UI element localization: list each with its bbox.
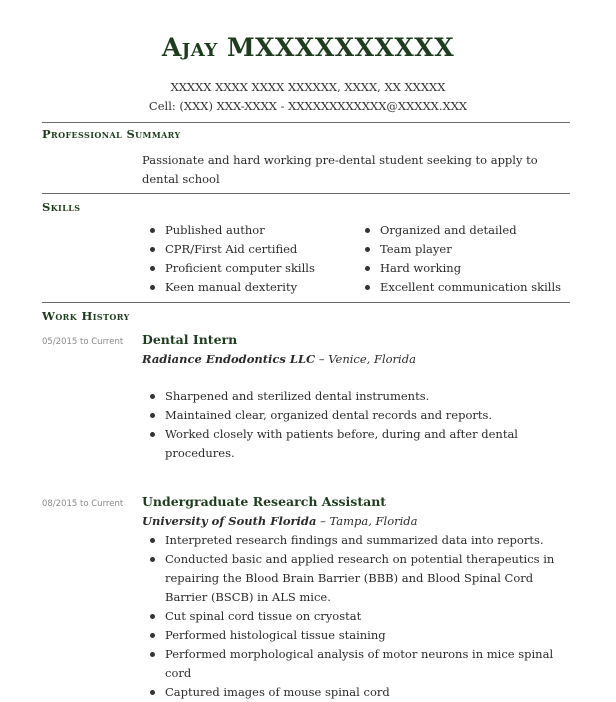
employer-location: – Venice, Florida <box>315 352 416 366</box>
skill-item: CPR/First Aid certified <box>143 240 353 259</box>
summary-text: Passionate and hard working pre-dental student seeking to apply to dental school <box>142 153 538 186</box>
skill-item: Published author <box>143 221 353 240</box>
section-divider <box>42 193 570 194</box>
skill-item: Hard working <box>358 259 570 278</box>
skills-right-list <box>358 221 570 297</box>
job-bullet: Interpreted research findings and summarized data into reports. <box>143 531 563 550</box>
skills-left-list <box>143 221 353 297</box>
job-bullet: Performed histological tissue staining <box>143 626 563 645</box>
job-employer-line <box>142 352 416 366</box>
section-divider <box>42 122 570 123</box>
skills-section-title: Skills <box>42 200 81 214</box>
job-bullet: Conducted basic and applied research on potential therapeutics in repairing the Blood Brain Barrier (BBB) and Blood Spinal Cord Barrier (BSCB) in ALS mice. <box>143 550 563 607</box>
job-dates: 05/2015 to Current <box>42 337 124 347</box>
job-bullets <box>143 531 563 702</box>
job-employer-line <box>142 514 418 528</box>
first-name: Ajay <box>161 33 218 62</box>
section-divider <box>42 302 570 303</box>
address: XXXXX XXXX XXXX XXXXXX, XXXX, XX XXXXX <box>170 80 446 94</box>
job-bullet: Maintained clear, organized dental records and reports. <box>143 406 543 425</box>
job-title: Undergraduate Research Assistant <box>142 494 387 509</box>
skill-item: Organized and detailed <box>358 221 570 240</box>
contact-line: Cell: (XXX) XXX-XXXX - XXXXXXXXXXXX@XXXXX.XXX <box>148 99 468 113</box>
employer-name: Radiance Endodontics LLC <box>142 352 316 366</box>
skill-item: Keen manual dexterity <box>143 278 353 297</box>
job-dates: 08/2015 to Current <box>42 499 124 509</box>
job-bullet: Sharpened and sterilized dental instruments. <box>143 387 543 406</box>
job-bullet: Captured images of mouse spinal cord <box>143 683 563 702</box>
skill-item: Excellent communication skills <box>358 278 570 297</box>
job-bullet: Worked closely with patients before, during and after dental procedures. <box>143 425 543 463</box>
last-name: MXXXXXXXXXX <box>226 33 455 62</box>
summary-section-title: Professional Summary <box>42 127 181 141</box>
job-bullet: Performed morphological analysis of motor neurons in mice spinal cord <box>143 645 563 683</box>
employer-name: University of South Florida <box>142 514 317 528</box>
job-title: Dental Intern <box>142 332 238 347</box>
employer-location: – Tampa, Florida <box>316 514 418 528</box>
skill-item: Proficient computer skills <box>143 259 353 278</box>
job-bullet: Cut spinal cord tissue on cryostat <box>143 607 563 626</box>
job-bullets <box>143 387 543 463</box>
work-section-title: Work History <box>42 309 130 323</box>
skill-item: Team player <box>358 240 570 259</box>
candidate-name <box>0 33 616 62</box>
